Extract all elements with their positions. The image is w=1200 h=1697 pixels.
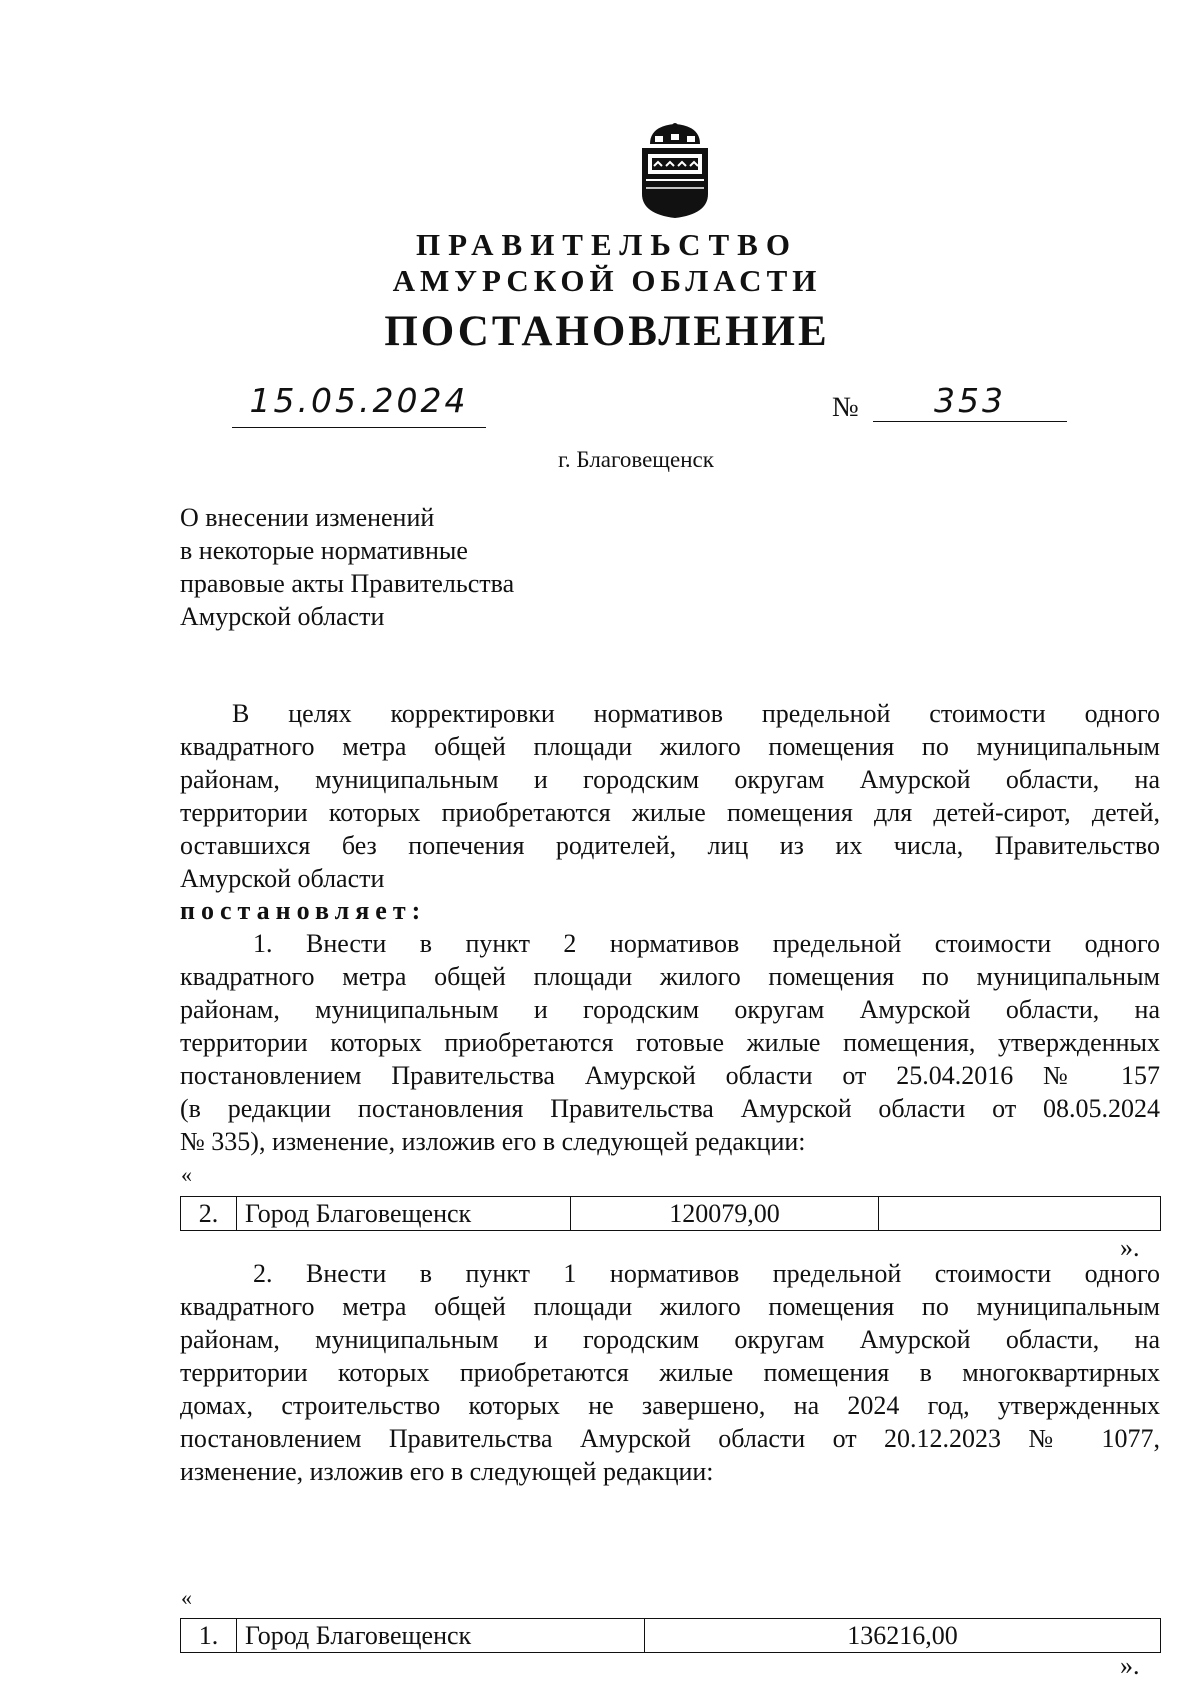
- item-2-line: районам, муниципальным и городским округам Амурской области, на: [180, 1325, 1160, 1354]
- row-value: 120079,00: [571, 1197, 879, 1231]
- item-1-line: (в редакции постановления Правительства Амурской области от 08.05.2024: [180, 1094, 1160, 1123]
- preamble-line: квадратного метра общей площади жилого помещения по муниципальным: [180, 732, 1160, 761]
- date-underline: [232, 427, 486, 428]
- org-title-line2: АМУРСКОЙ ОБЛАСТИ: [392, 263, 822, 298]
- document-date: 15.05.2024: [249, 381, 469, 420]
- item-1-paragraph: [180, 927, 1160, 1158]
- item-1-quote-open: «: [181, 1162, 192, 1187]
- row-extra: [879, 1197, 1161, 1231]
- org-title-line1: ПРАВИТЕЛЬСТВО: [416, 227, 798, 262]
- row-name: Город Благовещенск: [237, 1197, 571, 1231]
- item-2-quote-open: «: [181, 1585, 192, 1610]
- row-number: 1.: [181, 1619, 237, 1653]
- document-number: 353: [934, 381, 1006, 420]
- item-1-line: 1. Внести в пункт 2 нормативов предельной стоимости одного: [253, 929, 1160, 958]
- document-subject: [180, 501, 780, 633]
- item-2-table: [180, 1618, 1161, 1653]
- subject-line: в некоторые нормативные: [180, 536, 468, 565]
- item-1-quote-close: ».: [1120, 1233, 1140, 1262]
- item-1-line: квадратного метра общей площади жилого помещения по муниципальным: [180, 962, 1160, 991]
- item-1-line: районам, муниципальным и городским округам Амурской области, на: [180, 995, 1160, 1024]
- item-2-line: территории которых приобретаются жилые помещения в многоквартирных: [180, 1358, 1160, 1387]
- row-number: 2.: [181, 1197, 237, 1231]
- item-1-line: № 335), изменение, изложив его в следующей редакции:: [180, 1127, 806, 1156]
- item-2-line: домах, строительство которых не завершено, на 2024 год, утвержденных: [180, 1391, 1160, 1420]
- row-value: 136216,00: [645, 1619, 1161, 1653]
- subject-line: Амурской области: [180, 602, 385, 631]
- preamble-line: оставшихся без попечения родителей, лиц из их числа, Правительство: [180, 831, 1160, 860]
- preamble-line: В целях корректировки нормативов предельной стоимости одного: [232, 699, 1160, 728]
- subject-line: правовые акты Правительства: [180, 569, 515, 598]
- row-name: Город Благовещенск: [237, 1619, 645, 1653]
- coat-of-arms-icon: [636, 120, 714, 220]
- preamble-paragraph: [180, 697, 1160, 895]
- decree-word: постановляет:: [180, 896, 427, 925]
- item-2-line: 2. Внести в пункт 1 нормативов предельной стоимости одного: [253, 1259, 1160, 1288]
- item-2-paragraph: [180, 1257, 1160, 1488]
- document-type: ПОСТАНОВЛЕНИЕ: [384, 308, 830, 355]
- city-line: г. Благовещенск: [558, 447, 714, 472]
- table-row: [181, 1197, 1161, 1231]
- item-2-line: квадратного метра общей площади жилого помещения по муниципальным: [180, 1292, 1160, 1321]
- item-2-line: изменение, изложив его в следующей редакции:: [180, 1457, 714, 1486]
- number-underline: [873, 421, 1067, 422]
- item-1-table: [180, 1196, 1161, 1231]
- item-1-line: постановлением Правительства Амурской области от 25.04.2016 № 157: [180, 1061, 1160, 1090]
- preamble-line: Амурской области: [180, 864, 385, 893]
- subject-line: О внесении изменений: [180, 503, 435, 532]
- table-row: [181, 1619, 1161, 1653]
- preamble-line: территории которых приобретаются жилые помещения для детей-сирот, детей,: [180, 798, 1160, 827]
- preamble-line: районам, муниципальным и городским округам Амурской области, на: [180, 765, 1160, 794]
- number-sign: №: [832, 392, 859, 423]
- item-1-line: территории которых приобретаются готовые жилые помещения, утвержденных: [180, 1028, 1160, 1057]
- item-2-quote-close: ».: [1120, 1651, 1140, 1680]
- item-2-line: постановлением Правительства Амурской области от 20.12.2023 № 1077,: [180, 1424, 1160, 1453]
